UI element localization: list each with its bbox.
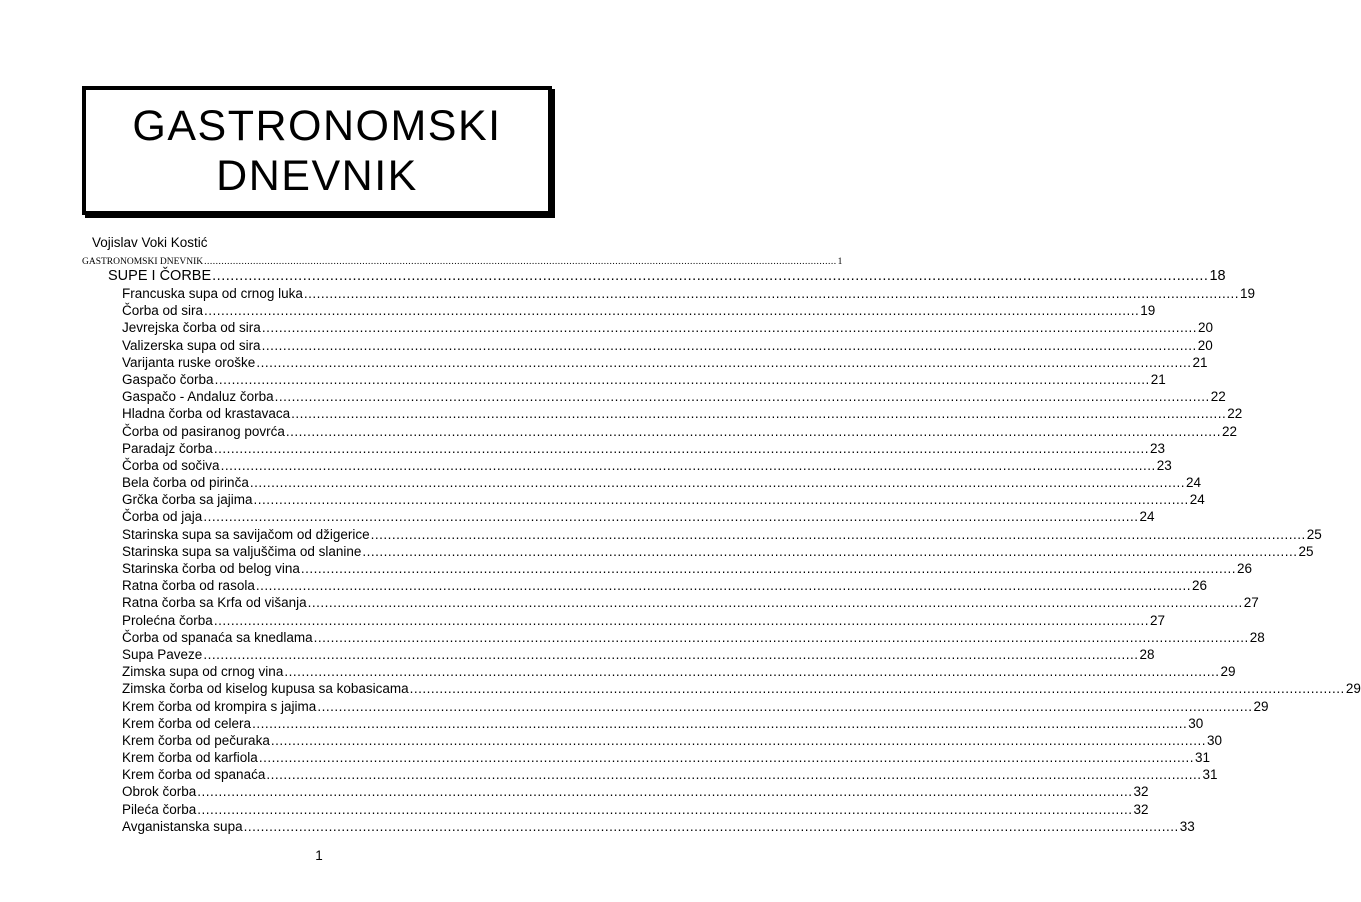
toc-entry[interactable] bbox=[122, 663, 1236, 680]
toc-entry-title: Čorba od spanaća sa knedlama bbox=[122, 629, 313, 645]
toc-entry-title: Bela čorba od pirinča bbox=[122, 475, 249, 491]
toc-entry-title: Avganistanska supa bbox=[122, 818, 243, 834]
toc-entry[interactable] bbox=[122, 577, 1208, 594]
toc-entry[interactable] bbox=[122, 302, 1156, 319]
toc-entry-title: Krem čorba od pečuraka bbox=[122, 732, 270, 748]
toc-entry-page: 20 bbox=[1197, 337, 1213, 353]
toc-leader-dots: ............................................................................................................................................................................................................................ bbox=[253, 492, 1189, 508]
toc-leader-dots: ............................................................................................................................................................................................................................ bbox=[291, 406, 1227, 422]
toc-entry-page: 28 bbox=[1249, 629, 1265, 645]
toc-entry[interactable] bbox=[122, 491, 1205, 508]
toc-entry-title: Čorba od jaja bbox=[122, 509, 203, 525]
toc-leader-dots: ............................................................................................................................................................................................................................ bbox=[204, 257, 837, 267]
toc-entry-page: 27 bbox=[1243, 595, 1259, 611]
toc-entry[interactable] bbox=[122, 749, 1211, 766]
toc-entry-title: Gaspačo čorba bbox=[122, 371, 214, 387]
toc-entry[interactable] bbox=[122, 818, 1195, 835]
toc-entry-title: Čorba od sočiva bbox=[122, 457, 220, 473]
toc-entry[interactable] bbox=[122, 388, 1226, 405]
toc-entry-page: 22 bbox=[1210, 389, 1226, 405]
toc-entry-page: 31 bbox=[1202, 767, 1218, 783]
toc-entry-page: 32 bbox=[1133, 784, 1149, 800]
toc-entry-list bbox=[122, 285, 1361, 835]
toc-leader-dots: ............................................................................................................................................................................................................................ bbox=[252, 715, 1188, 731]
toc-entry-title: Starinska supa sa savijačom od džigerice bbox=[122, 526, 370, 542]
toc-entry-page: 29 bbox=[1253, 698, 1269, 714]
toc-entry[interactable] bbox=[122, 612, 1166, 629]
toc-entry[interactable] bbox=[122, 715, 1204, 732]
toc-entry[interactable] bbox=[122, 440, 1166, 457]
toc-leader-dots: ............................................................................................................................................................................................................................ bbox=[266, 767, 1202, 783]
toc-entry-page: 29 bbox=[1345, 681, 1361, 697]
toc-entry-title: Krem čorba od krompira s jajima bbox=[122, 698, 317, 714]
toc-entry-page: 21 bbox=[1192, 354, 1208, 370]
title-line-1: GASTRONOMSKI bbox=[132, 101, 502, 150]
toc-entry-page: 22 bbox=[1227, 406, 1243, 422]
toc-entry-title: Ratna čorba sa Krfa od višanja bbox=[122, 595, 307, 611]
toc-entry-title: Paradajz čorba bbox=[122, 440, 213, 456]
toc-entry-page: 19 bbox=[1240, 286, 1256, 301]
toc-entry-page: 28 bbox=[1139, 646, 1155, 662]
toc-leader-dots: ............................................................................................................................................................................................................................ bbox=[197, 784, 1133, 800]
toc-entry-title: Grčka čorba sa jajima bbox=[122, 492, 253, 508]
page-number: 1 bbox=[315, 848, 323, 863]
toc-entry[interactable] bbox=[122, 594, 1259, 611]
toc-entry[interactable] bbox=[122, 560, 1253, 577]
toc-entry-page: 24 bbox=[1139, 509, 1155, 525]
toc-entry-title: Hladna čorba od krastavaca bbox=[122, 406, 291, 422]
author-name: Vojislav Voki Kostić bbox=[92, 235, 208, 250]
toc-leader-dots: ............................................................................................................................................................................................................................ bbox=[255, 578, 1192, 594]
toc-entry[interactable] bbox=[122, 766, 1218, 783]
title-line-2: DNEVNIK bbox=[216, 151, 418, 200]
toc-entry-title: Čorba od sira bbox=[122, 303, 204, 319]
toc-entry[interactable] bbox=[122, 543, 1314, 560]
toc-entry-page: 32 bbox=[1133, 801, 1149, 817]
toc-leader-dots: ............................................................................................................................................................................................................................ bbox=[409, 681, 1345, 697]
toc-leader-dots: ............................................................................................................................................................................................................................ bbox=[203, 646, 1139, 662]
toc-section-page: 18 bbox=[1209, 268, 1226, 284]
toc-entry[interactable] bbox=[122, 526, 1322, 543]
toc-entry-page: 30 bbox=[1207, 732, 1223, 748]
toc-entry-page: 33 bbox=[1179, 818, 1195, 834]
toc-entry[interactable] bbox=[122, 285, 1256, 302]
toc-root-page: 1 bbox=[837, 257, 843, 267]
toc-leader-dots: ............................................................................................................................................................................................................................ bbox=[220, 457, 1156, 473]
toc-entry-page: 26 bbox=[1192, 578, 1208, 594]
toc-entry-title: Krem čorba od spanaća bbox=[122, 767, 266, 783]
toc-leader-dots: ............................................................................................................................................................................................................................ bbox=[256, 354, 1192, 370]
toc-entry-title: Krem čorba od celera bbox=[122, 715, 252, 731]
toc-entry-title: Prolećna čorba bbox=[122, 612, 213, 628]
toc-entry-page: 26 bbox=[1237, 561, 1253, 576]
toc-entry[interactable] bbox=[122, 698, 1269, 715]
toc-entry-title: Obrok čorba bbox=[122, 784, 197, 800]
toc-section-title: SUPE I ČORBE bbox=[108, 268, 212, 284]
toc-entry[interactable] bbox=[122, 405, 1243, 422]
toc-entry-page: 23 bbox=[1149, 440, 1166, 456]
toc-entry[interactable] bbox=[122, 680, 1361, 697]
toc-leader-dots: ............................................................................................................................................................................................................................ bbox=[362, 543, 1298, 559]
toc-leader-dots: ............................................................................................................................................................................................................................ bbox=[197, 801, 1133, 817]
toc-entry-title: Starinska čorba od belog vina bbox=[122, 561, 300, 576]
toc-entry-title: Čorba od pasiranog povrća bbox=[122, 423, 285, 439]
toc-leader-dots: ............................................................................................................................................................................................................................ bbox=[261, 320, 1197, 336]
toc-entry-page: 20 bbox=[1197, 320, 1214, 336]
toc-entry-page: 23 bbox=[1156, 457, 1172, 473]
toc-entry[interactable] bbox=[122, 629, 1265, 646]
toc-entry-page: 31 bbox=[1194, 750, 1211, 766]
toc-entry-page: 25 bbox=[1298, 543, 1314, 559]
toc-leader-dots: ............................................................................................................................................................................................................................ bbox=[203, 509, 1139, 525]
toc-leader-dots: ............................................................................................................................................................................................................................ bbox=[300, 561, 1237, 576]
toc-entry-title: Supa Paveze bbox=[122, 646, 203, 662]
toc-entry-page: 24 bbox=[1186, 475, 1202, 491]
toc-leader-dots: ............................................................................................................................................................................................................................ bbox=[270, 732, 1206, 748]
toc-entry-title: Ratna čorba od rasola bbox=[122, 578, 255, 594]
toc-entry-title: Pileća čorba bbox=[122, 801, 197, 817]
toc-leader-dots: ............................................................................................................................................................................................................................ bbox=[303, 286, 1240, 301]
toc-entry-title: Zimska čorba od kiselog kupusa sa kobasicama bbox=[122, 681, 409, 697]
toc-entry[interactable] bbox=[122, 801, 1149, 818]
toc-leader-dots: ............................................................................................................................................................................................................................ bbox=[204, 303, 1140, 319]
toc-leader-dots: ............................................................................................................................................................................................................................ bbox=[370, 526, 1306, 542]
toc-entry[interactable] bbox=[122, 732, 1223, 749]
toc-leader-dots: ............................................................................................................................................................................................................................ bbox=[285, 423, 1222, 439]
title-box bbox=[82, 86, 552, 215]
toc-entry-page: 22 bbox=[1222, 423, 1238, 439]
toc-entry[interactable] bbox=[122, 371, 1166, 388]
toc-leader-dots: ............................................................................................................................................................................................................................ bbox=[212, 268, 1209, 284]
toc-entry-title: Zimska supa od crnog vina bbox=[122, 664, 284, 680]
toc-leader-dots: ............................................................................................................................................................................................................................ bbox=[213, 440, 1149, 456]
toc-entry-page: 29 bbox=[1220, 664, 1236, 680]
toc-leader-dots: ............................................................................................................................................................................................................................ bbox=[243, 818, 1179, 834]
toc-entry[interactable] bbox=[122, 508, 1155, 525]
toc-leader-dots: ............................................................................................................................................................................................................................ bbox=[307, 595, 1243, 611]
toc-entry-page: 27 bbox=[1149, 612, 1166, 628]
toc-leader-dots: ............................................................................................................................................................................................................................ bbox=[313, 629, 1249, 645]
toc-entry-title: Valizerska supa od sira bbox=[122, 337, 261, 353]
toc-leader-dots: ............................................................................................................................................................................................................................ bbox=[274, 389, 1210, 405]
toc-entry-title: Starinska supa sa valjuščima od slanine bbox=[122, 543, 362, 559]
toc-entry-page: 19 bbox=[1140, 303, 1156, 319]
toc-entry-title: Varijanta ruske oroške bbox=[122, 354, 256, 370]
toc-entry-title: Jevrejska čorba od sira bbox=[122, 320, 261, 336]
toc-leader-dots: ............................................................................................................................................................................................................................ bbox=[258, 750, 1194, 766]
toc-entry[interactable] bbox=[122, 646, 1155, 663]
toc-entry-title: Francuska supa od crnog luka bbox=[122, 286, 303, 301]
toc-entry[interactable] bbox=[122, 337, 1213, 354]
toc-leader-dots: ............................................................................................................................................................................................................................ bbox=[284, 664, 1220, 680]
toc-entry[interactable] bbox=[122, 783, 1149, 800]
toc-entry-page: 21 bbox=[1150, 371, 1166, 387]
toc-leader-dots: ............................................................................................................................................................................................................................ bbox=[317, 698, 1253, 714]
toc-leader-dots: ............................................................................................................................................................................................................................ bbox=[214, 371, 1150, 387]
toc-leader-dots: ............................................................................................................................................................................................................................ bbox=[261, 337, 1197, 353]
toc-entry[interactable] bbox=[122, 474, 1202, 491]
toc-entry[interactable] bbox=[122, 319, 1214, 336]
toc-entry-title: Gaspačo - Andaluz čorba bbox=[122, 389, 274, 405]
toc-leader-dots: ............................................................................................................................................................................................................................ bbox=[213, 612, 1149, 628]
toc-entry[interactable] bbox=[122, 457, 1172, 474]
toc-entry-page: 25 bbox=[1306, 526, 1322, 542]
toc-entry-page: 30 bbox=[1188, 715, 1204, 731]
toc-entry[interactable] bbox=[122, 354, 1208, 371]
toc-entry-page: 24 bbox=[1189, 492, 1205, 508]
toc-entry-title: Krem čorba od karfiola bbox=[122, 750, 258, 766]
toc-section-entry[interactable] bbox=[108, 267, 1226, 285]
toc-entry[interactable] bbox=[122, 423, 1238, 440]
toc-leader-dots: ............................................................................................................................................................................................................................ bbox=[249, 475, 1185, 491]
toc-root-title: GASTRONOMSKI DNEVNIK bbox=[82, 257, 204, 267]
